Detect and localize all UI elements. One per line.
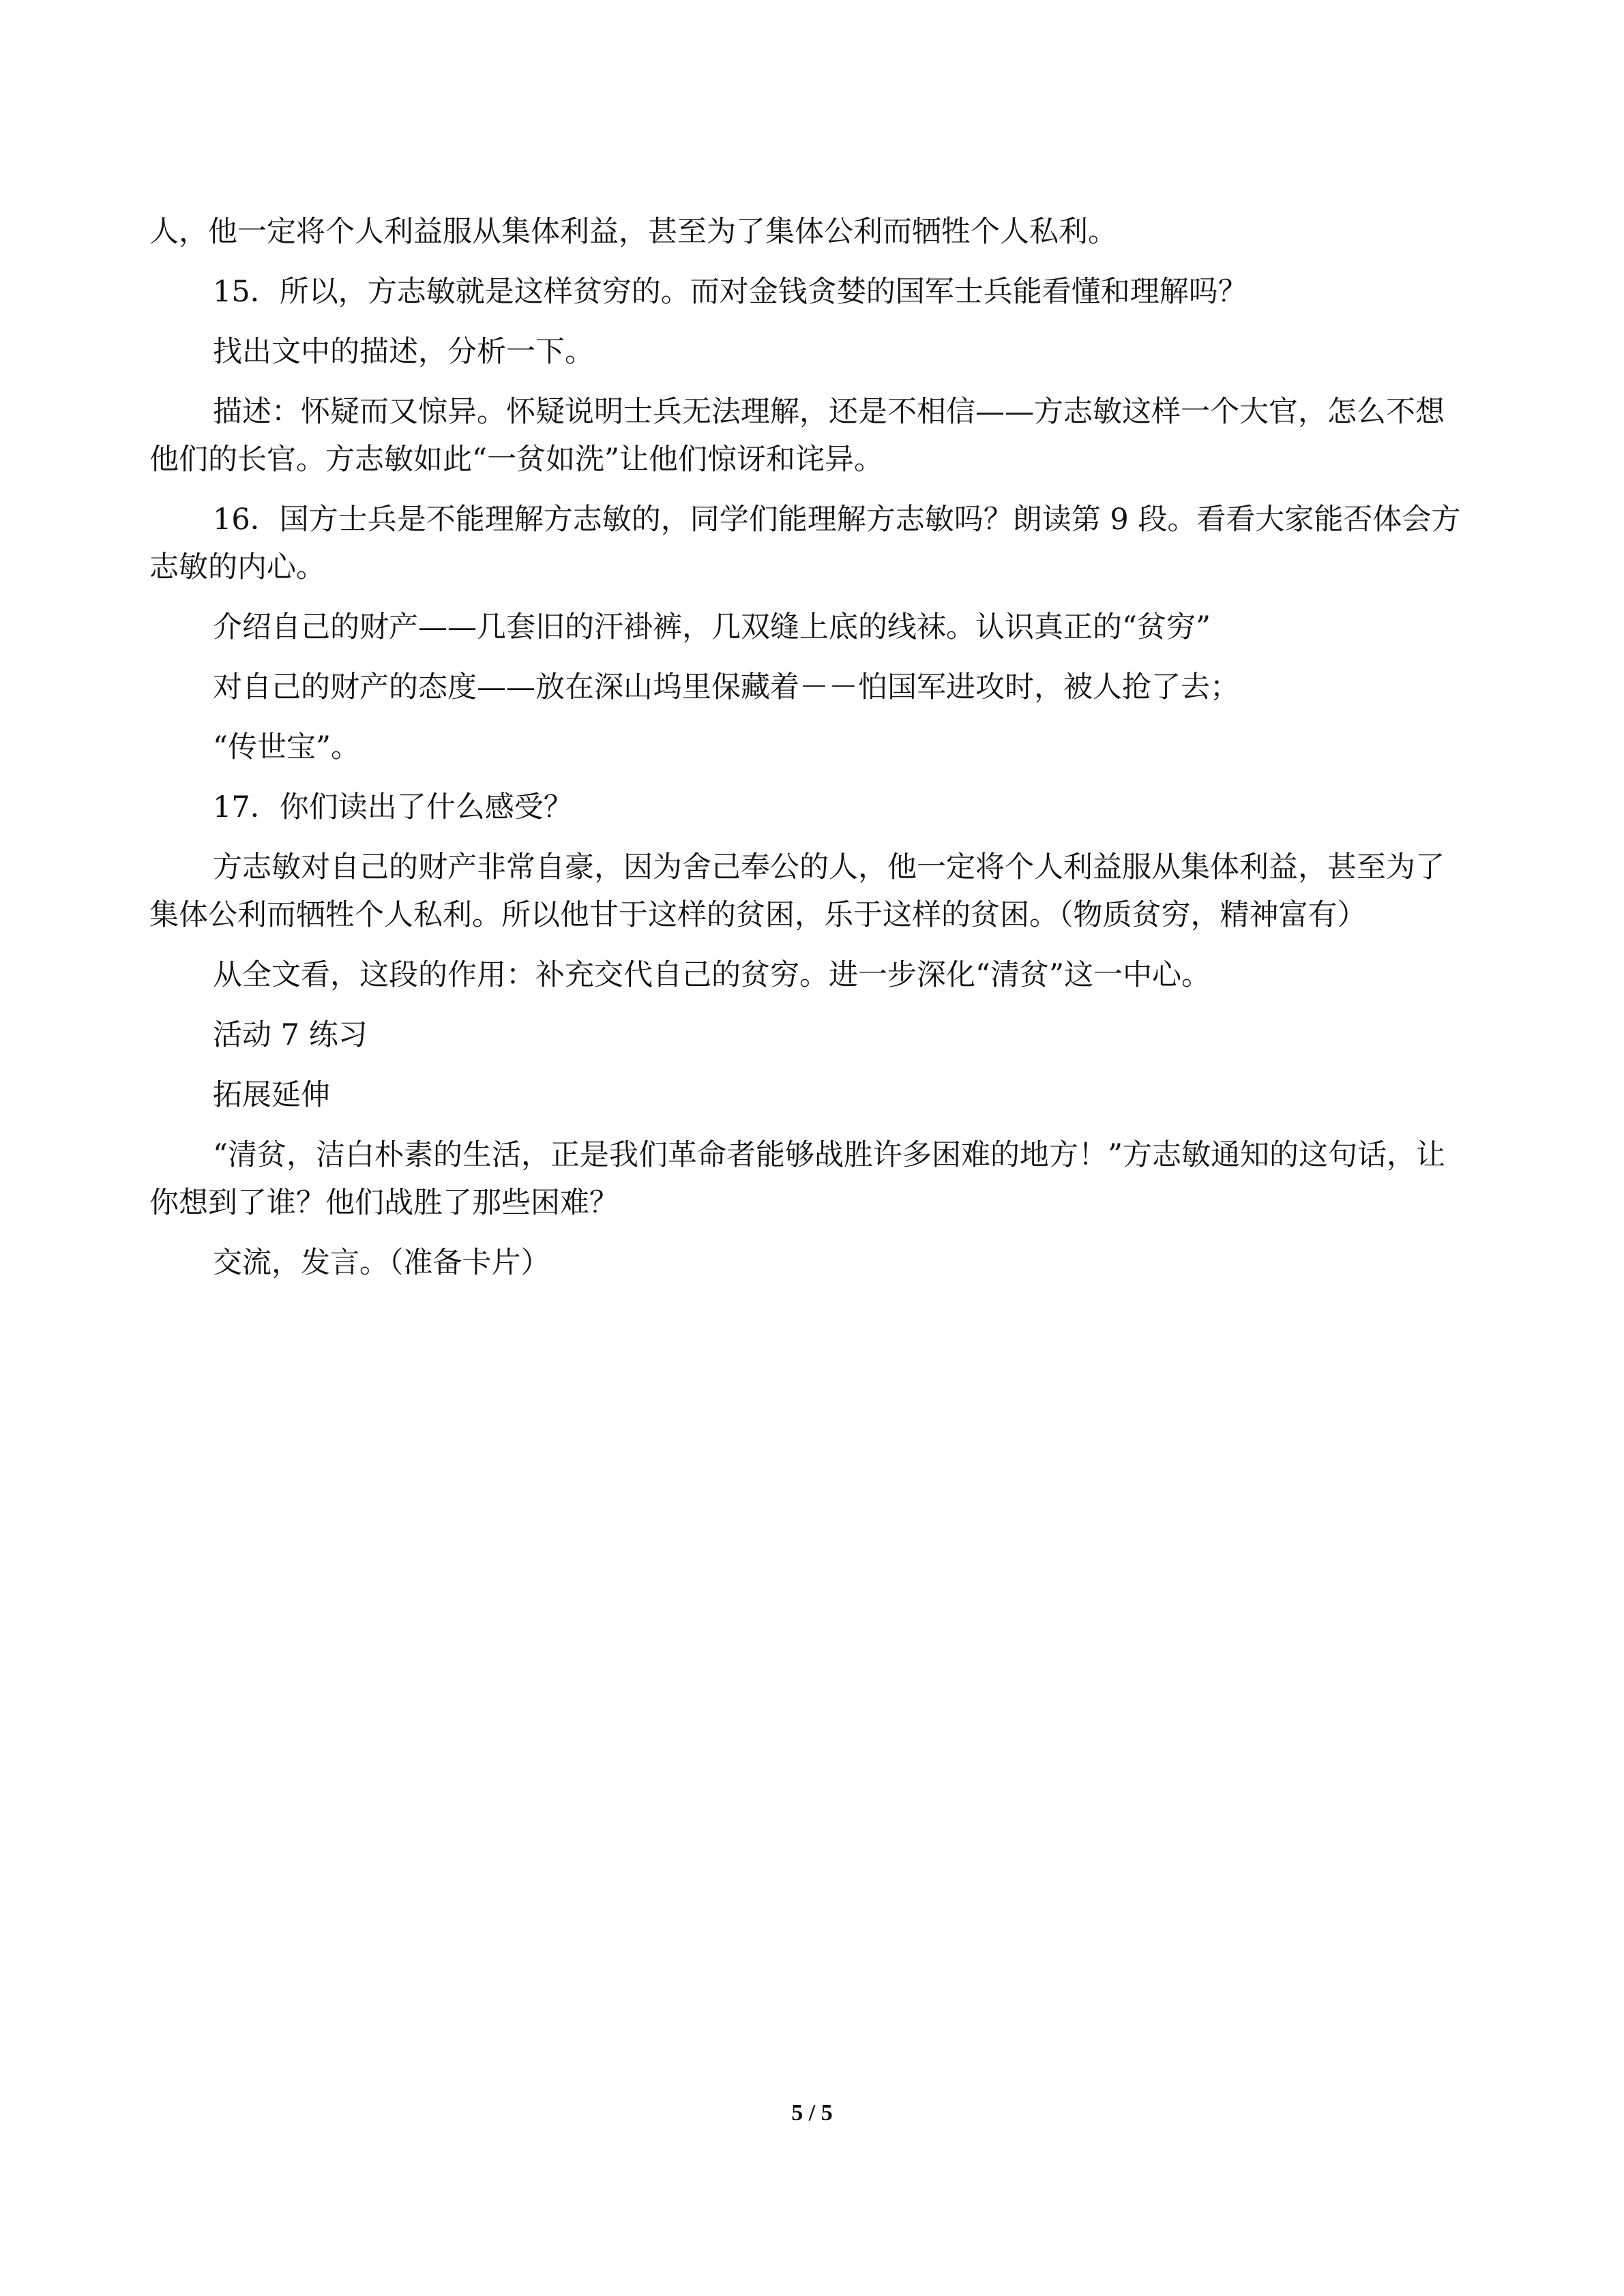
paragraph-function: 从全文看，这段的作用：补充交代自己的贫穷。进一步深化“清贫”这一中心。 (213, 958, 1211, 992)
page-number: 5 / 5 (791, 2100, 833, 2126)
paragraph-property-intro: 介绍自己的财产——几套旧的汗褂裤，几双缝上底的线袜。认识真正的“贫穷” (213, 610, 1211, 644)
paragraph-discussion: 交流，发言。（准备卡片） (213, 1246, 550, 1280)
paragraph-question-17: 17．你们读出了什么感受？ (213, 790, 573, 824)
paragraph-description-analysis: 描述：怀疑而又惊异。怀疑说明士兵无法理解，还是不相信——方志敏这样一个大官，怎么不想他们的长官。方志敏如此“一贫如洗”让他们惊讶和诧异。 (149, 395, 1445, 477)
paragraph-continuation: 人，他一定将个人利益服从集体利益，甚至为了集体公利而牺牲个人私利。 (149, 215, 1117, 249)
paragraph-extension-heading: 拓展延伸 (213, 1078, 330, 1112)
paragraph-heirloom: “传世宝”。 (213, 730, 360, 764)
paragraph-extension-question: “清贫，洁白朴素的生活，正是我们革命者能够战胜许多困难的地方！”方志敏通知的这句话，让你想到了谁？他们战胜了那些困难？ (149, 1138, 1445, 1220)
paragraph-feeling-answer: 方志敏对自己的财产非常自豪，因为舍己奉公的人，他一定将个人利益服从集体利益，甚至为了集体公利而牺牲个人私利。所以他甘于这样的贫困，乐于这样的贫困。（物质贫穷，精神富有） (149, 850, 1445, 932)
paragraph-question-15: 15．所以，方志敏就是这样贫穷的。而对金钱贪婪的国军士兵能看懂和理解吗？ (213, 275, 1247, 309)
paragraph-question-16: 16．国方士兵是不能理解方志敏的，同学们能理解方志敏吗？朗读第 9 段。看看大家能否体会方志敏的内心。 (149, 503, 1461, 584)
paragraph-activity-7: 活动 7 练习 (213, 1018, 368, 1052)
document-body (149, 208, 1466, 1299)
paragraph-property-attitude: 对自己的财产的态度——放在深山坞里保藏着－－怕国军进攻时，被人抢了去； (213, 670, 1239, 704)
paragraph-find-description: 找出文中的描述，分析一下。 (213, 335, 594, 369)
